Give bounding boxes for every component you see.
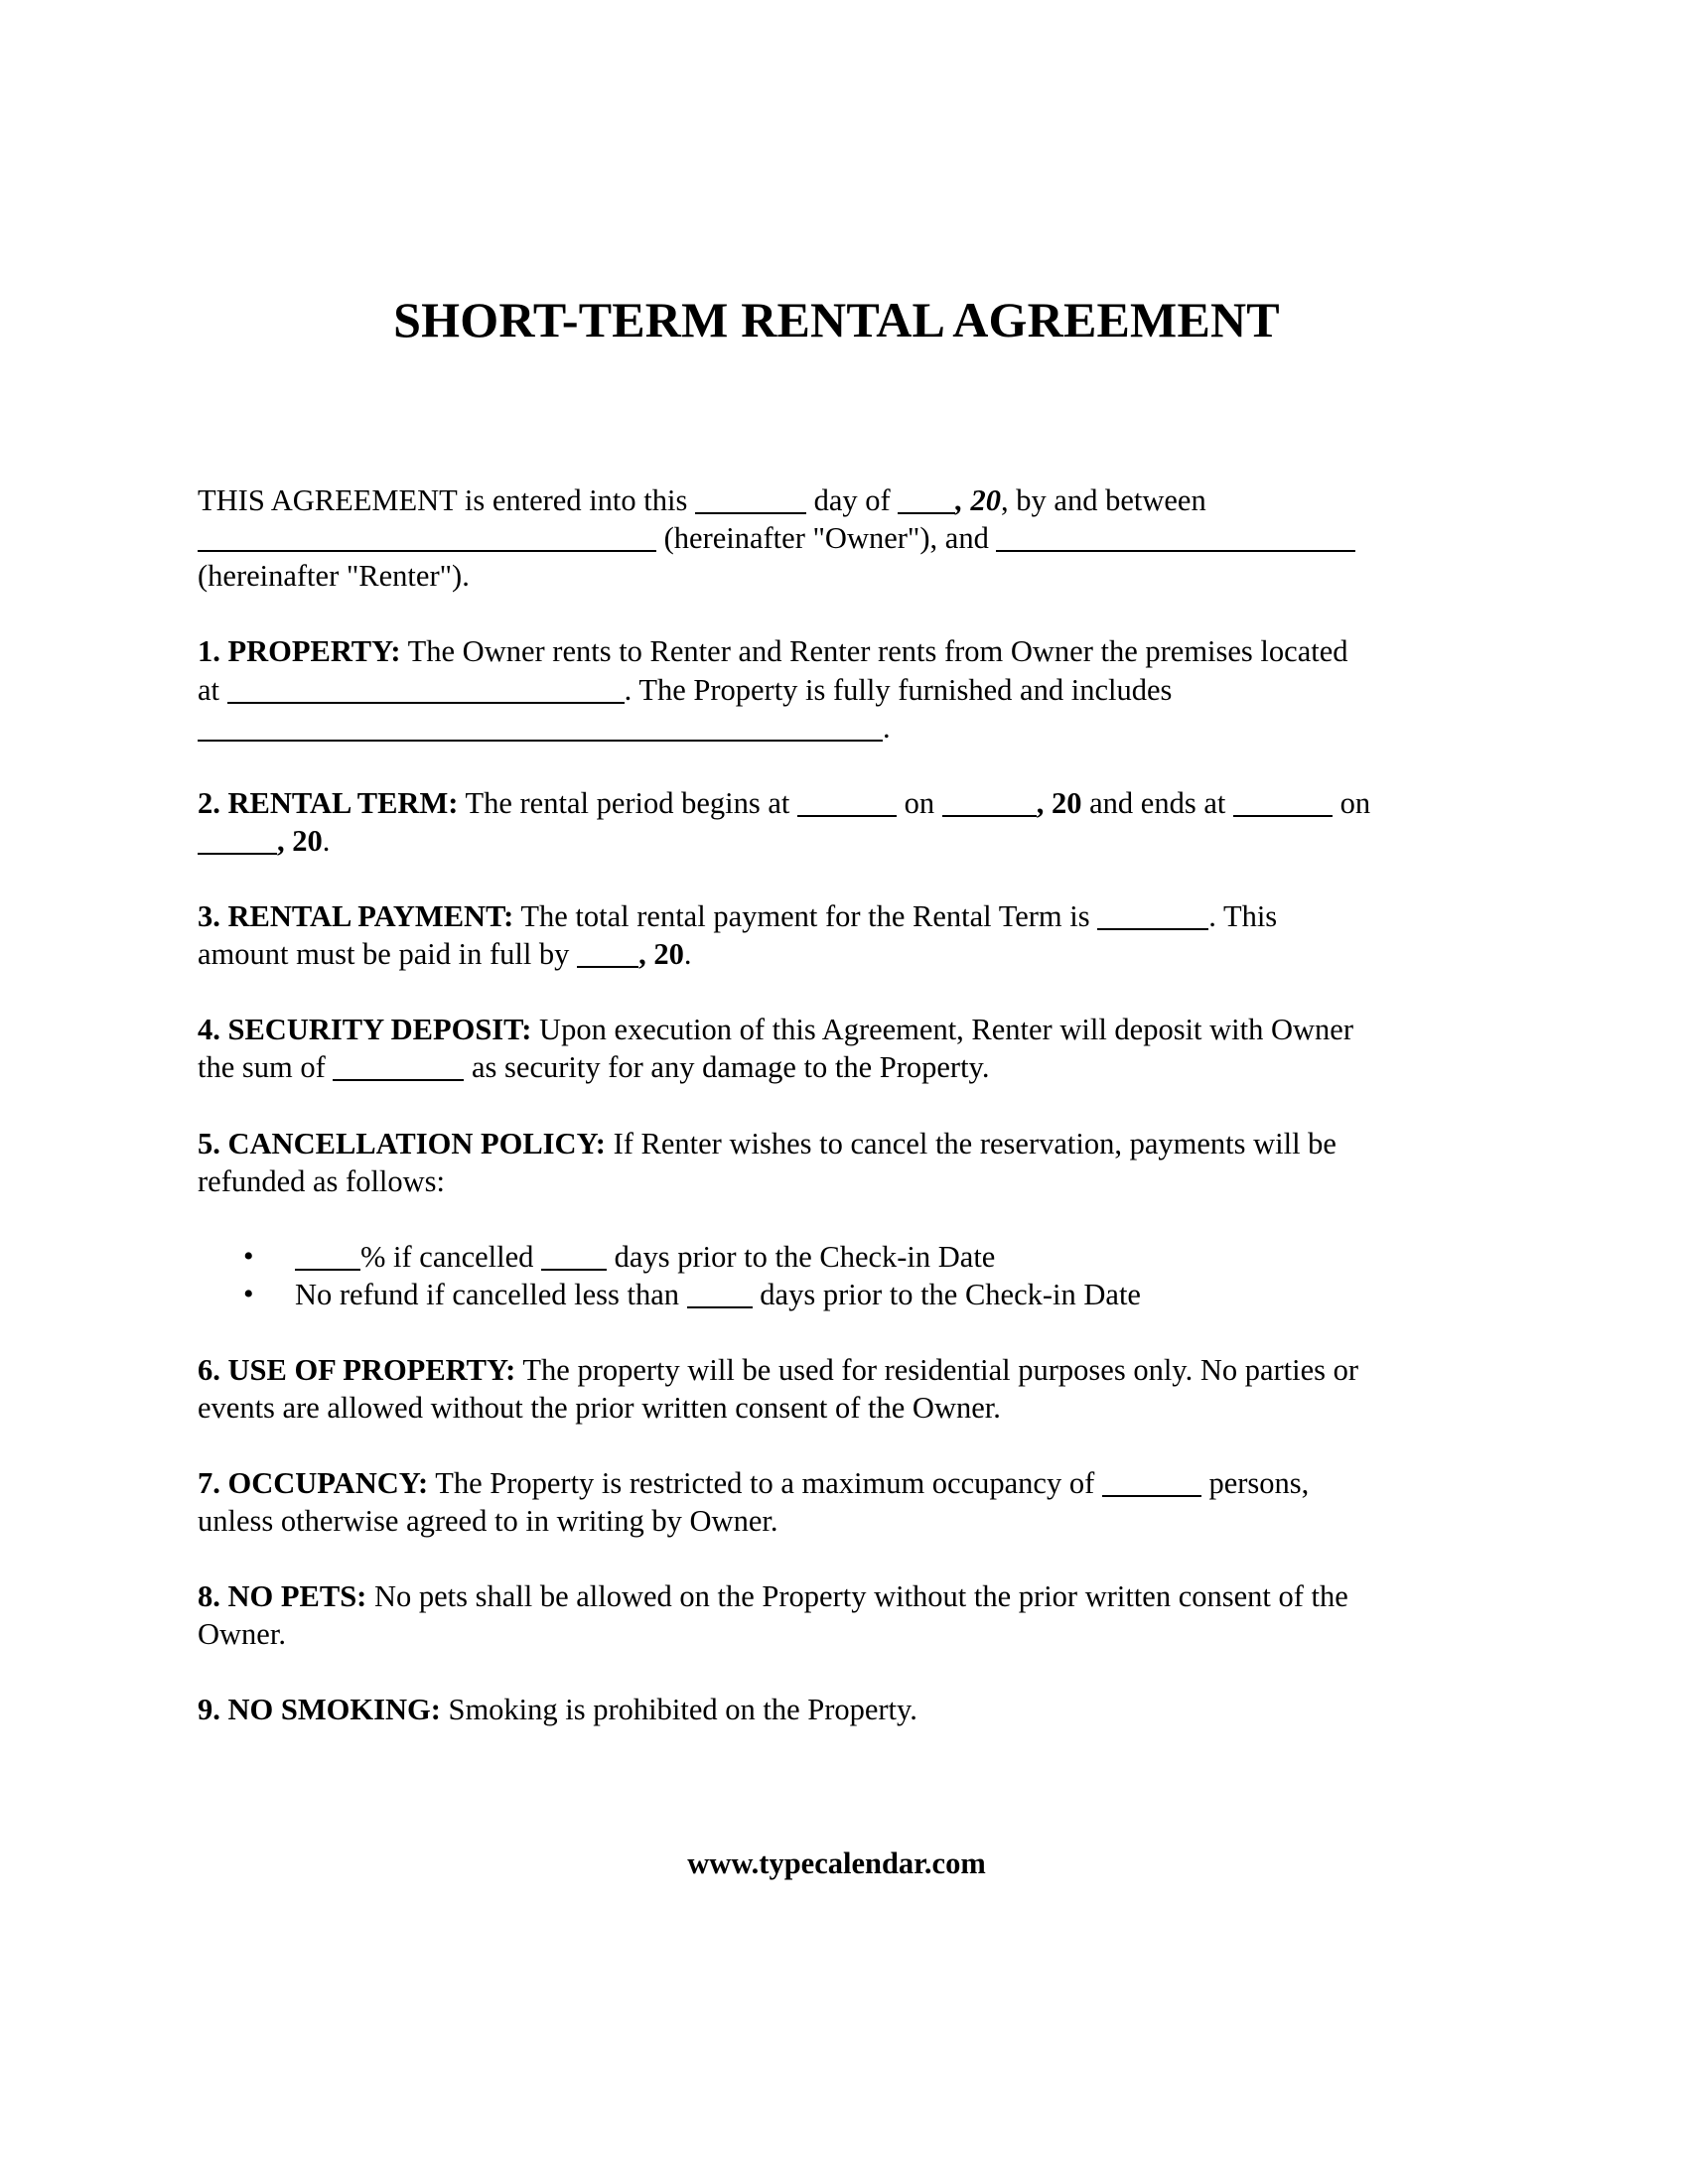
section-text: the sum of bbox=[198, 1050, 334, 1084]
section-property-line-3 bbox=[198, 709, 891, 747]
section-heading: 8. NO PETS: bbox=[198, 1579, 367, 1613]
section-text: persons, bbox=[1200, 1466, 1310, 1500]
section-heading: 6. USE OF PROPERTY: bbox=[198, 1353, 516, 1387]
section-text: as security for any damage to the Property. bbox=[464, 1050, 990, 1084]
property-includes-blank[interactable] bbox=[198, 714, 883, 742]
section-rental-term-line-2 bbox=[198, 822, 330, 860]
bullet-text: % if cancelled bbox=[360, 1240, 542, 1274]
section-heading: 1. PROPERTY: bbox=[198, 634, 401, 668]
intro-text: THIS AGREEMENT is entered into this bbox=[198, 483, 695, 517]
section-no-pets-line-1 bbox=[198, 1577, 1348, 1615]
cancellation-bullet-1 bbox=[295, 1238, 995, 1276]
section-text: at bbox=[198, 673, 227, 707]
section-cancellation-line-1 bbox=[198, 1125, 1336, 1162]
section-text: Upon execution of this Agreement, Renter will deposit with Owner bbox=[531, 1013, 1353, 1046]
year-prefix: , 20 bbox=[638, 937, 684, 971]
section-text: The total rental payment for the Rental Term is bbox=[513, 899, 1098, 933]
intro-line-3: (hereinafter "Renter"). bbox=[198, 559, 470, 593]
refund-days-blank[interactable] bbox=[541, 1243, 607, 1271]
section-text: The property will be used for residential purposes only. No parties or bbox=[515, 1353, 1359, 1387]
intro-line-1 bbox=[198, 481, 1206, 519]
intro-text: day of bbox=[805, 483, 899, 517]
section-occupancy-line-2: unless otherwise agreed to in writing by Owner. bbox=[198, 1504, 778, 1538]
section-rental-payment-line-2 bbox=[198, 935, 691, 973]
section-use-of-property-line-1 bbox=[198, 1351, 1358, 1389]
section-text: . bbox=[683, 937, 692, 971]
section-heading: 9. NO SMOKING: bbox=[198, 1693, 441, 1726]
intro-line-2 bbox=[198, 519, 1355, 557]
section-heading: 2. RENTAL TERM: bbox=[198, 786, 459, 820]
intro-text: (hereinafter "Owner"), and bbox=[656, 521, 997, 555]
start-date-blank[interactable] bbox=[942, 789, 1037, 817]
section-heading: 3. RENTAL PAYMENT: bbox=[198, 899, 514, 933]
section-text: amount must be paid in full by bbox=[198, 937, 578, 971]
bullet-icon: • bbox=[243, 1240, 254, 1273]
cancellation-bullet-2 bbox=[295, 1276, 1141, 1313]
section-text: on bbox=[1332, 786, 1371, 820]
deposit-amount-blank[interactable] bbox=[333, 1053, 464, 1081]
section-text: The Owner rents to Renter and Renter rents from Owner the premises located bbox=[400, 634, 1348, 668]
section-text: and ends at bbox=[1081, 786, 1233, 820]
section-heading: 4. SECURITY DEPOSIT: bbox=[198, 1013, 532, 1046]
section-text: No pets shall be allowed on the Property without the prior written consent of the bbox=[366, 1579, 1348, 1613]
section-text: Smoking is prohibited on the Property. bbox=[440, 1693, 917, 1726]
section-rental-term-line-1 bbox=[198, 784, 1370, 822]
section-text: . bbox=[883, 711, 891, 745]
section-security-deposit-line-1 bbox=[198, 1011, 1353, 1048]
bullet-text: days prior to the Check-in Date bbox=[607, 1240, 996, 1274]
payment-due-date-blank[interactable] bbox=[577, 940, 638, 968]
month-blank[interactable] bbox=[898, 486, 955, 514]
section-text: . This bbox=[1208, 899, 1278, 933]
section-heading: 7. OCCUPANCY: bbox=[198, 1466, 429, 1500]
owner-name-blank[interactable] bbox=[198, 524, 656, 552]
renter-name-blank[interactable] bbox=[996, 524, 1355, 552]
intro-text: , by and between bbox=[1001, 483, 1206, 517]
end-date-blank[interactable] bbox=[198, 827, 277, 855]
section-security-deposit-line-2 bbox=[198, 1048, 989, 1086]
section-text: The rental period begins at bbox=[458, 786, 798, 820]
refund-percent-blank[interactable] bbox=[295, 1243, 360, 1271]
bullet-icon: • bbox=[243, 1278, 254, 1310]
section-property-line-2 bbox=[198, 671, 1172, 709]
section-use-of-property-line-2: events are allowed without the prior written consent of the Owner. bbox=[198, 1391, 1001, 1425]
year-prefix: , 20 bbox=[1036, 786, 1082, 820]
footer-website: www.typecalendar.com bbox=[687, 1846, 986, 1880]
bullet-text: days prior to the Check-in Date bbox=[752, 1278, 1141, 1311]
section-rental-payment-line-1 bbox=[198, 897, 1277, 935]
section-text: on bbox=[897, 786, 942, 820]
end-time-blank[interactable] bbox=[1233, 789, 1333, 817]
bullet-text: No refund if cancelled less than bbox=[295, 1278, 687, 1311]
section-no-pets-line-2: Owner. bbox=[198, 1617, 286, 1651]
start-time-blank[interactable] bbox=[797, 789, 897, 817]
no-refund-days-blank[interactable] bbox=[687, 1281, 753, 1308]
property-address-blank[interactable] bbox=[227, 676, 625, 704]
document-title: SHORT-TERM RENTAL AGREEMENT bbox=[393, 292, 1280, 347]
section-text: If Renter wishes to cancel the reservation, payments will be bbox=[605, 1127, 1336, 1160]
day-blank[interactable] bbox=[695, 486, 806, 514]
section-property-line-1 bbox=[198, 632, 1348, 670]
total-payment-blank[interactable] bbox=[1097, 902, 1208, 930]
section-occupancy-line-1 bbox=[198, 1464, 1309, 1502]
section-text: . bbox=[322, 824, 331, 858]
section-no-smoking-line-1 bbox=[198, 1691, 917, 1728]
year-prefix: , 20 bbox=[277, 824, 323, 858]
max-occupancy-blank[interactable] bbox=[1102, 1469, 1201, 1497]
section-text: The Property is restricted to a maximum occupancy of bbox=[428, 1466, 1102, 1500]
section-cancellation-line-2: refunded as follows: bbox=[198, 1164, 446, 1198]
year-prefix: , 20 bbox=[955, 483, 1002, 517]
section-text: . The Property is fully furnished and includes bbox=[624, 673, 1173, 707]
section-heading: 5. CANCELLATION POLICY: bbox=[198, 1127, 606, 1160]
